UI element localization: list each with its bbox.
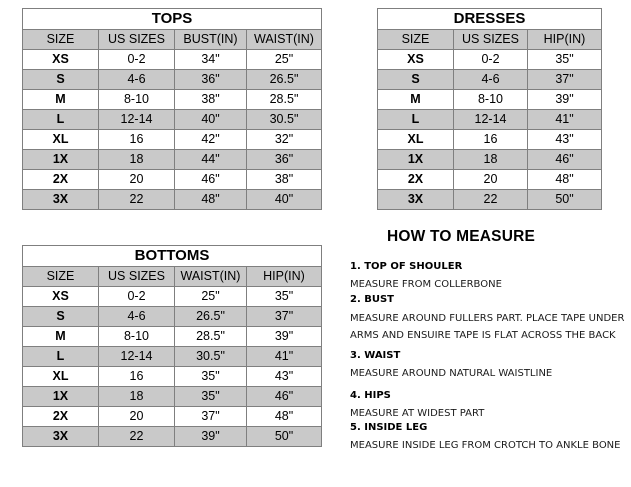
step-heading: 5. INSIDE LEG xyxy=(350,422,428,433)
table-cell: 36" xyxy=(175,70,247,90)
table-row xyxy=(23,190,322,210)
table-cell: 4-6 xyxy=(99,307,175,327)
table-cell: 35" xyxy=(528,50,602,70)
size-cell: 1X xyxy=(23,150,99,170)
table-row xyxy=(23,347,322,367)
measure-step-waist xyxy=(350,349,631,381)
table-row xyxy=(23,130,322,150)
table-row xyxy=(378,190,602,210)
step-description: MEASURE INSIDE LEG FROM CROTCH TO ANKLE BONE xyxy=(350,440,621,451)
table-row xyxy=(23,110,322,130)
table-cell: 4-6 xyxy=(99,70,175,90)
table-cell: 37" xyxy=(528,70,602,90)
table-cell: 34" xyxy=(175,50,247,70)
table-cell: 12-14 xyxy=(99,110,175,130)
bottoms-title: BOTTOMS xyxy=(23,246,322,267)
measure-step-bust xyxy=(350,293,631,344)
size-cell: XS xyxy=(23,287,99,307)
column-header-size: SIZE xyxy=(378,30,454,50)
step-description: MEASURE FROM COLLERBONE xyxy=(350,279,502,290)
size-cell: M xyxy=(378,90,454,110)
table-cell: 20 xyxy=(454,170,528,190)
table-cell: 32" xyxy=(247,130,322,150)
table-cell: 22 xyxy=(99,190,175,210)
size-cell: XL xyxy=(378,130,454,150)
step-description xyxy=(350,310,631,344)
size-cell: 3X xyxy=(23,190,99,210)
table-row xyxy=(23,287,322,307)
size-cell: 2X xyxy=(23,170,99,190)
column-header-hip: HIP(IN) xyxy=(247,267,322,287)
size-cell: L xyxy=(23,347,99,367)
tops-title: TOPS xyxy=(23,9,322,30)
table-cell: 37" xyxy=(175,407,247,427)
size-cell: L xyxy=(378,110,454,130)
table-cell: 44" xyxy=(175,150,247,170)
table-cell: 22 xyxy=(99,427,175,447)
size-cell: L xyxy=(23,110,99,130)
column-header-us-sizes: US SIZES xyxy=(99,30,175,50)
table-cell: 41" xyxy=(528,110,602,130)
table-cell: 12-14 xyxy=(99,347,175,367)
table-cell: 35" xyxy=(175,387,247,407)
size-cell: S xyxy=(378,70,454,90)
column-header-us-sizes: US SIZES xyxy=(99,267,175,287)
table-cell: 40" xyxy=(175,110,247,130)
bottoms-size-table xyxy=(22,245,322,447)
table-cell: 30.5" xyxy=(175,347,247,367)
column-header-bust: BUST(IN) xyxy=(175,30,247,50)
size-cell: M xyxy=(23,327,99,347)
step-heading: 3. WAIST xyxy=(350,350,401,361)
size-cell: 3X xyxy=(23,427,99,447)
table-cell: 28.5" xyxy=(247,90,322,110)
table-row xyxy=(23,50,322,70)
step-description: MEASURE AT WIDEST PART xyxy=(350,408,485,419)
column-header-waist: WAIST(IN) xyxy=(247,30,322,50)
table-cell: 41" xyxy=(247,347,322,367)
table-row xyxy=(378,170,602,190)
table-cell: 35" xyxy=(247,287,322,307)
table-cell: 8-10 xyxy=(99,327,175,347)
bottoms-table-body xyxy=(23,287,322,447)
column-header-waist: WAIST(IN) xyxy=(175,267,247,287)
size-cell: XL xyxy=(23,130,99,150)
table-cell: 4-6 xyxy=(454,70,528,90)
table-cell: 43" xyxy=(247,367,322,387)
table-row xyxy=(378,130,602,150)
table-cell: 8-10 xyxy=(99,90,175,110)
step-description-line: ARMS AND ENSUIRE TAPE IS FLAT ACROSS THE BACK xyxy=(350,330,616,341)
table-cell: 40" xyxy=(247,190,322,210)
table-cell: 46" xyxy=(528,150,602,170)
column-header-size: SIZE xyxy=(23,30,99,50)
table-cell: 18 xyxy=(454,150,528,170)
table-cell: 28.5" xyxy=(175,327,247,347)
measure-step-inside-leg xyxy=(350,421,631,453)
step-heading: 1. TOP OF SHOULER xyxy=(350,261,463,272)
table-row xyxy=(378,70,602,90)
table-cell: 16 xyxy=(99,367,175,387)
table-row xyxy=(23,90,322,110)
table-cell: 36" xyxy=(247,150,322,170)
table-row xyxy=(23,170,322,190)
table-cell: 25" xyxy=(175,287,247,307)
table-row xyxy=(23,387,322,407)
table-row xyxy=(23,70,322,90)
table-cell: 43" xyxy=(528,130,602,150)
table-row xyxy=(378,150,602,170)
table-cell: 39" xyxy=(175,427,247,447)
table-cell: 26.5" xyxy=(247,70,322,90)
dresses-size-table xyxy=(377,8,602,210)
size-cell: 3X xyxy=(378,190,454,210)
table-row xyxy=(23,427,322,447)
size-cell: XL xyxy=(23,367,99,387)
size-cell: 2X xyxy=(378,170,454,190)
table-cell: 38" xyxy=(247,170,322,190)
table-row xyxy=(23,327,322,347)
table-cell: 50" xyxy=(247,427,322,447)
table-cell: 8-10 xyxy=(454,90,528,110)
table-row xyxy=(378,90,602,110)
table-row xyxy=(378,50,602,70)
table-cell: 16 xyxy=(99,130,175,150)
table-row xyxy=(23,307,322,327)
dresses-table-body xyxy=(378,50,602,210)
table-row xyxy=(23,367,322,387)
step-description: MEASURE AROUND NATURAL WAISTLINE xyxy=(350,368,553,379)
table-cell: 0-2 xyxy=(454,50,528,70)
table-cell: 37" xyxy=(247,307,322,327)
table-cell: 20 xyxy=(99,407,175,427)
size-cell: M xyxy=(23,90,99,110)
step-heading: 2. BUST xyxy=(350,294,395,305)
table-cell: 12-14 xyxy=(454,110,528,130)
table-cell: 18 xyxy=(99,387,175,407)
table-cell: 25" xyxy=(247,50,322,70)
column-header-hip: HIP(IN) xyxy=(528,30,602,50)
size-cell: XS xyxy=(23,50,99,70)
table-cell: 39" xyxy=(247,327,322,347)
table-cell: 35" xyxy=(175,367,247,387)
tops-size-table xyxy=(22,8,322,210)
table-cell: 48" xyxy=(247,407,322,427)
table-cell: 48" xyxy=(528,170,602,190)
table-cell: 38" xyxy=(175,90,247,110)
step-description-line: MEASURE AROUND FULLERS PART. PLACE TAPE UNDER xyxy=(350,313,625,324)
table-cell: 50" xyxy=(528,190,602,210)
table-cell: 20 xyxy=(99,170,175,190)
size-cell: 1X xyxy=(23,387,99,407)
table-cell: 39" xyxy=(528,90,602,110)
table-cell: 22 xyxy=(454,190,528,210)
measure-step-shoulder xyxy=(350,260,631,292)
column-header-us-sizes: US SIZES xyxy=(454,30,528,50)
table-cell: 0-2 xyxy=(99,287,175,307)
table-cell: 18 xyxy=(99,150,175,170)
table-cell: 42" xyxy=(175,130,247,150)
how-to-measure-title: HOW TO MEASURE xyxy=(387,228,536,245)
dresses-title: DRESSES xyxy=(378,9,602,30)
table-cell: 26.5" xyxy=(175,307,247,327)
measure-step-hips xyxy=(350,389,631,421)
table-row xyxy=(23,150,322,170)
size-cell: S xyxy=(23,70,99,90)
column-header-size: SIZE xyxy=(23,267,99,287)
table-row xyxy=(23,407,322,427)
size-cell: XS xyxy=(378,50,454,70)
table-cell: 46" xyxy=(247,387,322,407)
table-cell: 46" xyxy=(175,170,247,190)
step-heading: 4. HIPS xyxy=(350,390,391,401)
table-row xyxy=(378,110,602,130)
size-cell: 2X xyxy=(23,407,99,427)
size-cell: 1X xyxy=(378,150,454,170)
table-cell: 30.5" xyxy=(247,110,322,130)
table-cell: 16 xyxy=(454,130,528,150)
table-cell: 0-2 xyxy=(99,50,175,70)
tops-table-body xyxy=(23,50,322,210)
table-cell: 48" xyxy=(175,190,247,210)
size-cell: S xyxy=(23,307,99,327)
